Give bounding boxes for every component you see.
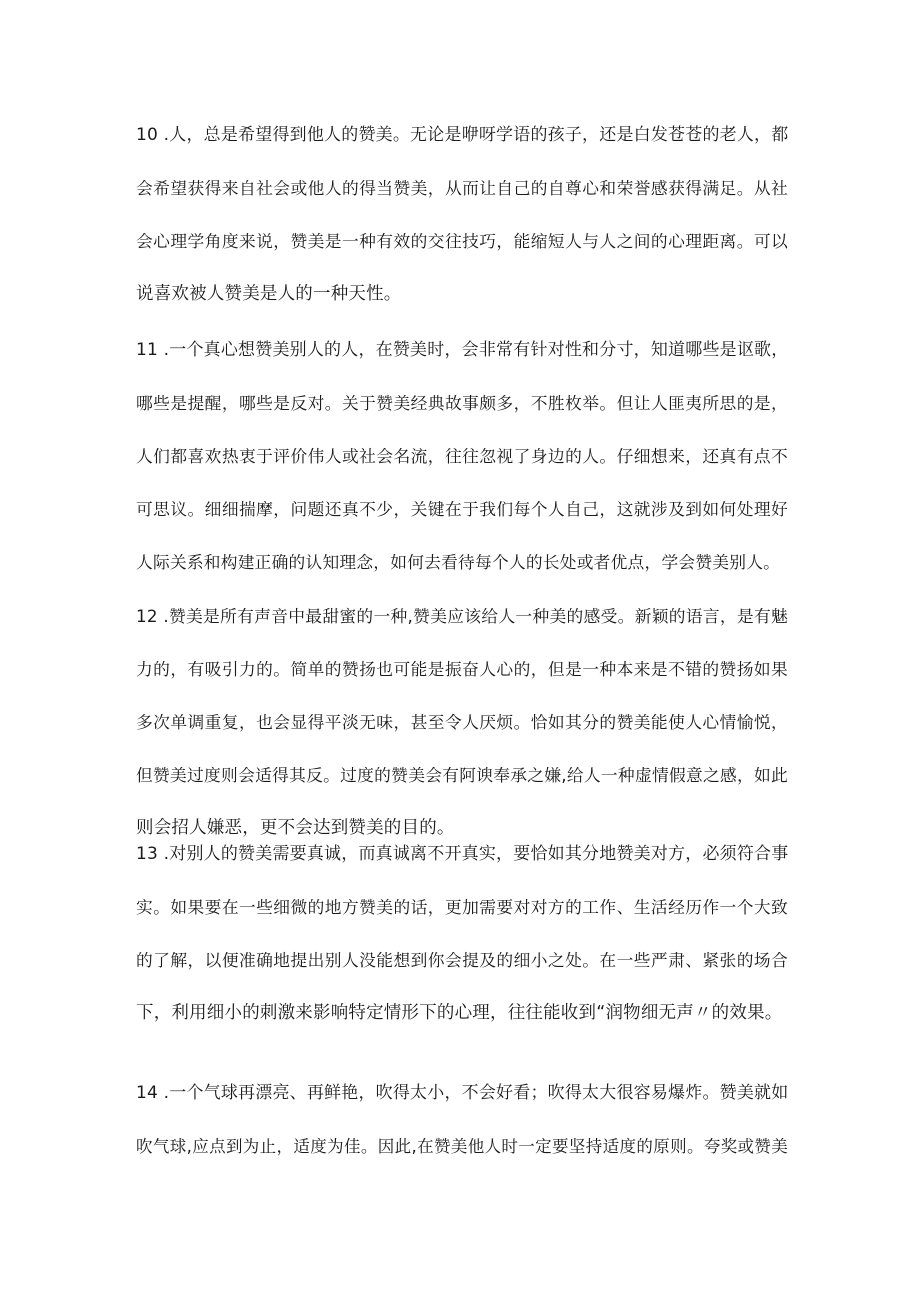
text-line: 人们都喜欢热衷于评价伟人或社会名流，往往忽视了身边的人。仔细想来，还真有点不: [136, 446, 788, 466]
text-line: 会心理学角度来说，赞美是一种有效的交往技巧，能缩短人与人之间的心理距离。可以: [136, 231, 788, 251]
text-line: 10 .人，总是希望得到他人的赞美。无论是咿呀学语的孩子，还是白发苍苍的老人，都: [136, 125, 789, 145]
text-line: 人际关系和构建正确的认知理念，如何去看待每个人的长处或者优点，学会赞美别人。: [136, 552, 781, 572]
text-line: 12 .赞美是所有声音中最甜蜜的一种,赞美应该给人一种美的感受。新颖的语言，是有魅: [136, 606, 788, 626]
text-line: 13 .对别人的赞美需要真诚，而真诚离不开真实，要恰如其分地赞美对方，必须符合事: [136, 844, 789, 864]
paragraph-10: [136, 109, 788, 321]
paragraph-12: [136, 590, 788, 855]
text-line: 的了解，以便准确地提出别人没能想到你会提及的细小之处。在一些严肃、紧张的场合: [136, 950, 788, 970]
paragraph-14: [136, 1067, 788, 1173]
text-line: 14 .一个气球再漂亮、再鲜艳，吹得太小，不会好看；吹得太大很容易爆炸。赞美就如: [136, 1083, 789, 1103]
text-line: 力的，有吸引力的。简单的赞扬也可能是振奋人心的，但是一种本来是不错的赞扬如果: [136, 659, 788, 679]
text-line: 实。如果要在一些细微的地方赞美的话，更加需要对对方的工作、生活经历作一个大致: [136, 897, 788, 917]
text-line: 下，利用细小的刺激来影响特定情形下的心理，往往能收到“润物细无声〃的效果。: [136, 1003, 783, 1023]
text-line: 多次单调重复，也会显得平淡无味，甚至令人厌烦。恰如其分的赞美能使人心情愉悦，: [136, 712, 788, 732]
text-line: 则会招人嫌恶，更不会达到赞美的目的。: [136, 818, 455, 838]
text-line: 吹气球,应点到为止，适度为佳。因此,在赞美他人时一定要坚持适度的原则。夸奖或赞美: [136, 1137, 788, 1156]
text-line: 可思议。细细揣摩，问题还真不少，关键在于我们每个人自己，这就涉及到如何处理好: [136, 499, 788, 519]
text-line: 说喜欢被人赞美是人的一种天性。: [136, 284, 402, 304]
text-line: 11 .一个真心想赞美别人的人，在赞美时，会非常有针对性和分寸，知道哪些是讴歌，: [136, 340, 789, 360]
text-line: 哪些是提醒，哪些是反对。关于赞美经典故事颇多，不胜枚举。但让人匪夷所思的是，: [136, 393, 788, 413]
paragraph-13: [136, 828, 788, 1040]
text-line: 会希望获得来自社会或他人的得当赞美，从而让自己的自尊心和荣誉感获得满足。从社: [136, 178, 788, 198]
paragraph-11: [136, 324, 788, 589]
text-line: 但赞美过度则会适得其反。过度的赞美会有阿谀奉承之嫌,给人一种虚情假意之感，如此: [136, 765, 788, 785]
